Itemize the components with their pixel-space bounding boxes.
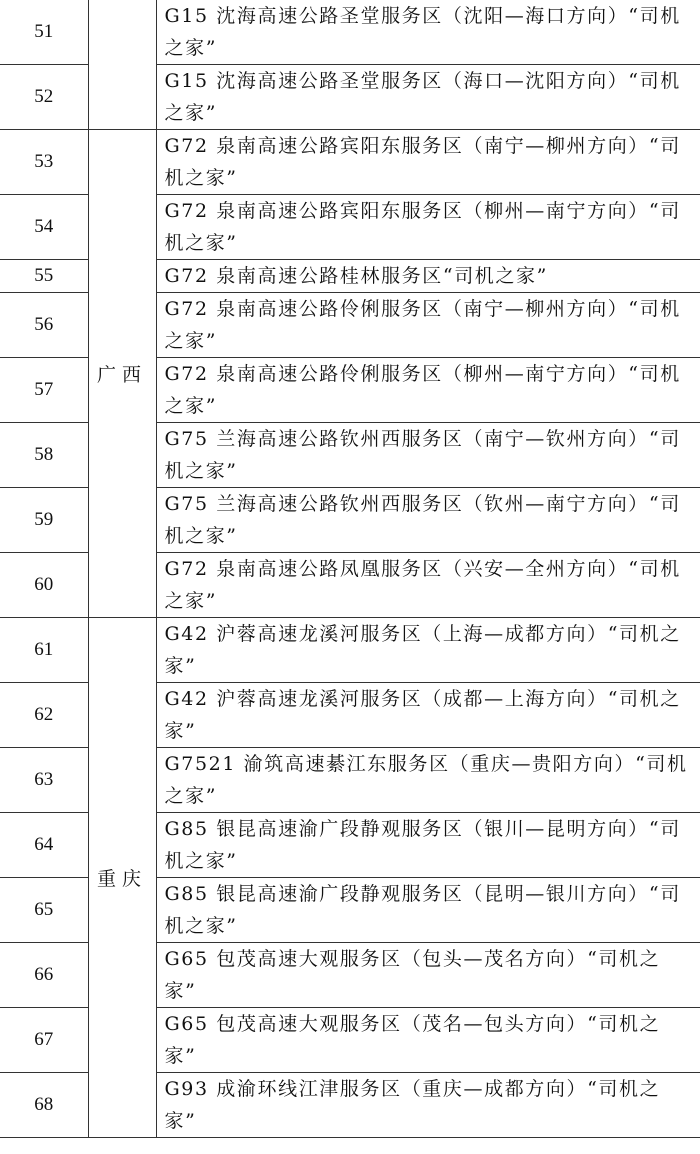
row-number: 55 bbox=[0, 260, 88, 293]
table-row bbox=[0, 0, 700, 65]
service-area-name: G72 泉南高速公路桂林服务区“司机之家” bbox=[156, 260, 700, 293]
row-number: 54 bbox=[0, 195, 88, 260]
row-number: 53 bbox=[0, 130, 88, 195]
table-row bbox=[0, 130, 700, 195]
service-area-name: G93 成渝环线江津服务区（重庆—成都方向）“司机之家” bbox=[156, 1073, 700, 1138]
service-area-name: G72 泉南高速公路伶俐服务区（柳州—南宁方向）“司机之家” bbox=[156, 358, 700, 423]
service-area-name: G75 兰海高速公路钦州西服务区（钦州—南宁方向）“司机之家” bbox=[156, 488, 700, 553]
service-area-name: G72 泉南高速公路宾阳东服务区（南宁—柳州方向）“司机之家” bbox=[156, 130, 700, 195]
row-number: 65 bbox=[0, 878, 88, 943]
row-number: 56 bbox=[0, 293, 88, 358]
province-cell-previous bbox=[88, 0, 156, 130]
service-area-name: G65 包茂高速大观服务区（包头—茂名方向）“司机之家” bbox=[156, 943, 700, 1008]
service-area-name: G85 银昆高速渝广段静观服务区（银川—昆明方向）“司机之家” bbox=[156, 813, 700, 878]
row-number: 58 bbox=[0, 423, 88, 488]
service-area-name: G42 沪蓉高速龙溪河服务区（上海—成都方向）“司机之家” bbox=[156, 618, 700, 683]
row-number: 63 bbox=[0, 748, 88, 813]
row-number: 57 bbox=[0, 358, 88, 423]
row-number: 64 bbox=[0, 813, 88, 878]
service-area-name: G7521 渝筑高速綦江东服务区（重庆—贵阳方向）“司机之家” bbox=[156, 748, 700, 813]
row-number: 61 bbox=[0, 618, 88, 683]
row-number: 68 bbox=[0, 1073, 88, 1138]
row-number: 60 bbox=[0, 553, 88, 618]
province-cell-guangxi: 广西 bbox=[88, 130, 156, 618]
service-area-name: G72 泉南高速公路凤凰服务区（兴安—全州方向）“司机之家” bbox=[156, 553, 700, 618]
row-number: 52 bbox=[0, 65, 88, 130]
row-number: 67 bbox=[0, 1008, 88, 1073]
service-area-name: G72 泉南高速公路宾阳东服务区（柳州—南宁方向）“司机之家” bbox=[156, 195, 700, 260]
table-row bbox=[0, 618, 700, 683]
service-area-name: G15 沈海高速公路圣堂服务区（海口—沈阳方向）“司机之家” bbox=[156, 65, 700, 130]
service-area-name: G65 包茂高速大观服务区（茂名—包头方向）“司机之家” bbox=[156, 1008, 700, 1073]
row-number: 51 bbox=[0, 0, 88, 65]
row-number: 62 bbox=[0, 683, 88, 748]
row-number: 59 bbox=[0, 488, 88, 553]
row-number: 66 bbox=[0, 943, 88, 1008]
service-area-name: G75 兰海高速公路钦州西服务区（南宁—钦州方向）“司机之家” bbox=[156, 423, 700, 488]
service-area-name: G15 沈海高速公路圣堂服务区（沈阳—海口方向）“司机之家” bbox=[156, 0, 700, 65]
service-area-name: G85 银昆高速渝广段静观服务区（昆明—银川方向）“司机之家” bbox=[156, 878, 700, 943]
service-area-name: G42 沪蓉高速龙溪河服务区（成都—上海方向）“司机之家” bbox=[156, 683, 700, 748]
province-cell-chongqing: 重庆 bbox=[88, 618, 156, 1138]
service-area-name: G72 泉南高速公路伶俐服务区（南宁—柳州方向）“司机之家” bbox=[156, 293, 700, 358]
